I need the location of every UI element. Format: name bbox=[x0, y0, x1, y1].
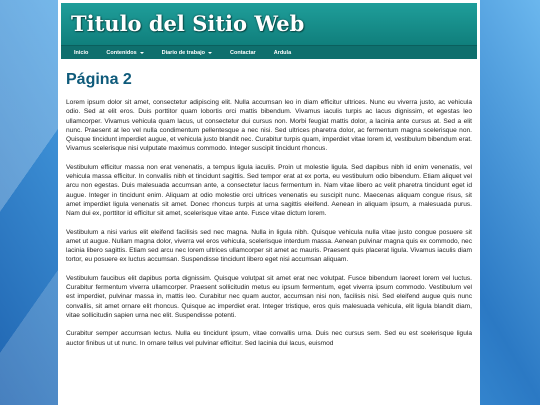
caret-down-icon bbox=[208, 52, 212, 54]
main-nav bbox=[61, 46, 477, 59]
paragraph: Lorem ipsum dolor sit amet, consectetur adipiscing elit. Nulla accumsan leo in diam efficitur ultrices. Nunc eu viverra justo, ac vehicula odio. Sed at elit eros. Duis porttitor quam lobortis orci mattis bibendum. Vivamus iaculis turpis ac lacus dignissim, et egestas leo ullamcorper. Vivamus vehicula quam lacus, ut consectetur dui cursus non. Morbi feugiat mattis dolor, a lacinia ante cursus at. Sed a elit nunc. Praesent at leo vel nulla condimentum pellentesque a nec nisi. Sed ultrices pharetra dolor, ac fermentum magna scelerisque non. Quisque tincidunt imperdiet augue, et vehicula justo blandit nec. Curabitur turpis quam, imperdiet vitae lorem id, vestibulum bibendum erat. Vivamus scelerisque nisi vulputate maximus commodo. Integer suscipit tincidunt rhoncus. bbox=[66, 99, 472, 153]
paragraph: Vestibulum efficitur massa non erat venenatis, a tempus ligula iaculis. Proin ut molestie ligula. Sed dapibus nibh id enim venenatis, vel vehicula massa efficitur. In convallis nibh et tincidunt sagittis. Sed tempor erat at ex porta, eu vestibulum odio bibendum. Etiam aliquet vel arcu non egestas. Duis malesuada accumsan ante, a consectetur lacus fermentum in. Nam vitae libero ac velit pharetra tincidunt eget id augue. Integer in tincidunt enim. Aliquam at odio molestie orci ultrices venenatis eu suscipit nunc. Maecenas aliquam congue risus, sit amet imperdiet ligula venenatis sit amet. Donec rhoncus turpis at urna sagittis eleifend. Aenean in aliquam ipsum, a malesuada purus. Nam dui ex, porttitor id efficitur sit amet, scelerisque vitae ante. Fusce vitae dictum lorem. bbox=[66, 163, 472, 218]
nav-item-ardula[interactable] bbox=[267, 50, 298, 56]
main-content bbox=[58, 59, 480, 348]
paragraph: Curabitur semper accumsan lectus. Nulla eu tincidunt ipsum, vitae convallis urna. Duis nec cursus sem. Sed eu est scelerisque ligula auctor finibus ut ut nunc. In ornare tellus vel pulvinar efficitur. Sed lacinia dui lacus, euismod bbox=[66, 330, 472, 347]
site-title[interactable]: Titulo del Sitio Web bbox=[71, 11, 305, 36]
site-header bbox=[61, 3, 477, 46]
nav-item-label: Contenidos bbox=[106, 49, 137, 56]
page-container bbox=[58, 0, 480, 405]
nav-item-label: Inicio bbox=[74, 49, 89, 56]
nav-item-diario-de-trabajo[interactable] bbox=[155, 50, 219, 56]
paragraph: Vestibulum a nisi varius elit eleifend facilisis sed nec magna. Nulla in ligula nibh. Quisque vehicula nulla vitae justo congue posuere sit amet ut augue. Nullam magna dolor, viverra vel eros vehicula, scelerisque interdum massa. Aenean pulvinar magna quis ex commodo, nec lacinia libero sagittis. Etiam sed arcu nec lorem ultrices ullamcorper sit amet ac mauris. Praesent quis placerat ligula. Vivamus iaculis diam tortor, eu posuere ex luctus accumsan. Suspendisse tincidunt libero eget nisi accumsan aliquam. bbox=[66, 228, 472, 264]
caret-down-icon bbox=[140, 52, 144, 54]
nav-item-label: Contactar bbox=[230, 49, 256, 56]
nav-item-inicio[interactable] bbox=[67, 50, 95, 56]
nav-item-contactar[interactable] bbox=[223, 50, 263, 56]
nav-item-contenidos[interactable] bbox=[99, 50, 150, 56]
page-title: Página 2 bbox=[66, 71, 132, 88]
nav-item-label: Ardula bbox=[273, 49, 292, 56]
paragraph: Vestibulum faucibus elit dapibus porta dignissim. Quisque volutpat sit amet erat nec volutpat. Fusce bibendum laoreet lorem vel luctus. Curabitur fermentum viverra ullamcorper. Praesent sollicitudin metus eu ipsum fermentum, eget viverra ipsum commodo. Vestibulum vel est imperdiet, pulvinar massa in, mattis leo. Curabitur nec quam auctor, accumsan nisi non, facilisis nisi. Sed eleifend augue quis nunc convallis, sit amet ornare elit rhoncus. Quisque ac imperdiet erat. Integer tristique, eros quis malesuada vehicula, elit ligula blandit diam, vitae sollicitudin sapien urna nec elit. Suspendisse potenti. bbox=[66, 274, 472, 319]
nav-item-label: Diario de trabajo bbox=[161, 49, 206, 56]
